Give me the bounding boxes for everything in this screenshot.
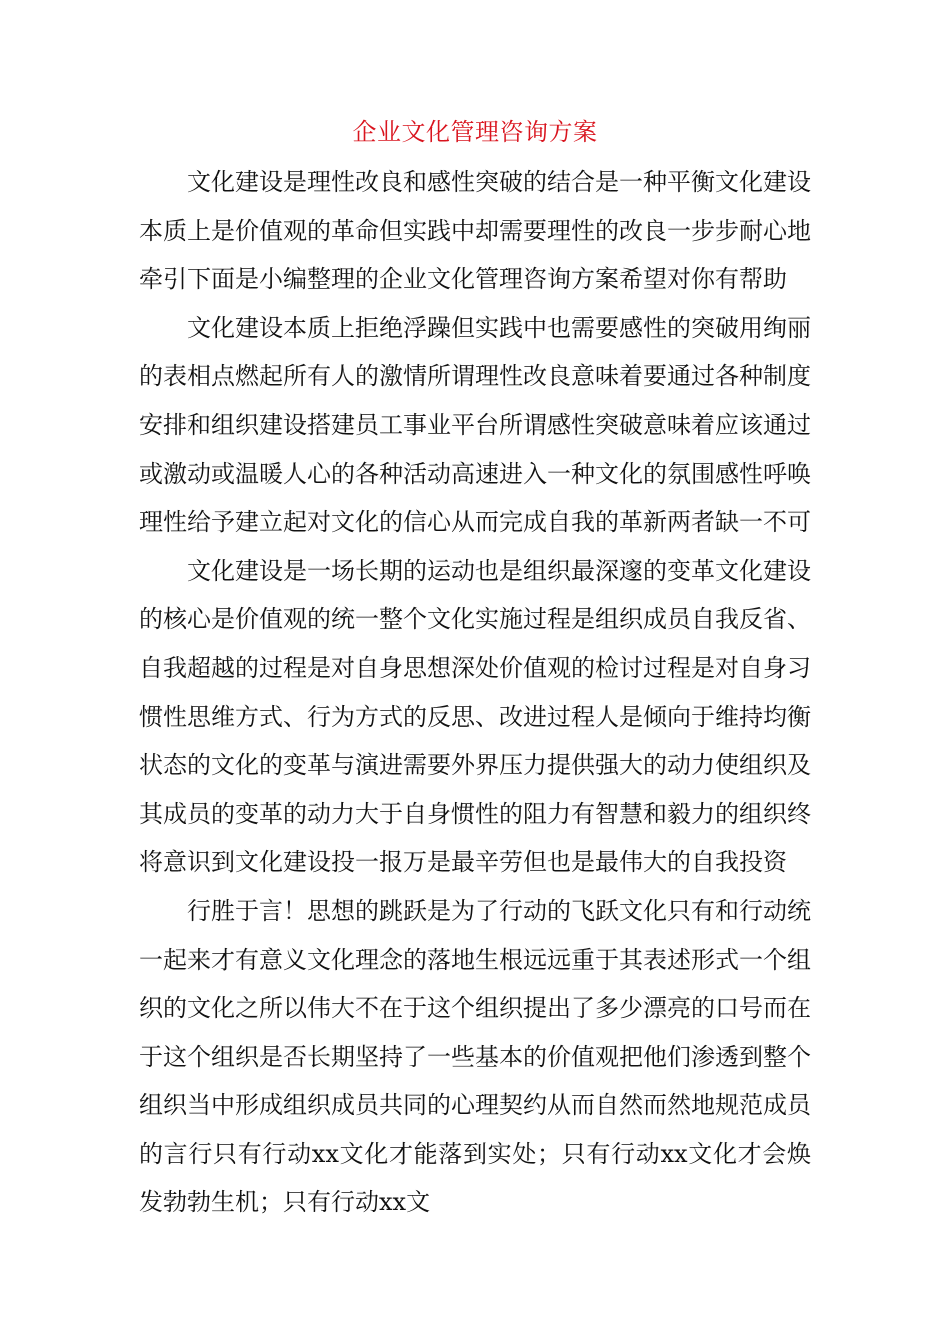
paragraph-3: 文化建设是一场长期的运动也是组织最深邃的变革文化建设的核心是价值观的统一整个文化实施过程是组织成员自我反省、自我超越的过程是对自身思想深处价值观的检讨过程是对自身习惯性思维方式、行为方式的反思、改进过程人是倾向于维持均衡状态的文化的变革与演进需要外界压力提供强大的动力使组织及其成员的变革的动力大于自身惯性的阻力有智慧和毅力的组织终将意识到文化建设投一报万是最辛劳但也是最伟大的自我投资: [139, 556, 811, 877]
paragraph-4: 行胜于言！思想的跳跃是为了行动的飞跃文化只有和行动统一起来才有意义文化理念的落地生根远远重于其表述形式一个组织的文化之所以伟大不在于这个组织提出了多少漂亮的口号而在于这个组织是否长期坚持了一些基本的价值观把他们渗透到整个组织当中形成组织成员共同的心理契约从而自然而然地规范成员的言行只有行动xx文化才能落到实处；只有行动xx文化才会焕发勃勃生机；只有行动xx文: [139, 896, 811, 1217]
paragraph-1: 文化建设是理性改良和感性突破的结合是一种平衡文化建设本质上是价值观的革命但实践中却需要理性的改良一步步耐心地牵引下面是小编整理的企业文化管理咨询方案希望对你有帮助: [139, 168, 811, 294]
paragraph-2: 文化建设本质上拒绝浮躁但实践中也需要感性的突破用绚丽的表相点燃起所有人的激情所谓理性改良意味着要通过各种制度安排和组织建设搭建员工事业平台所谓感性突破意味着应该通过或激动或温暖人心的各种活动高速进入一种文化的氛围感性呼唤理性给予建立起对文化的信心从而完成自我的革新两者缺一不可: [139, 313, 811, 537]
document-body: [139, 158, 811, 1227]
document-title: 企业文化管理咨询方案: [352, 118, 598, 146]
